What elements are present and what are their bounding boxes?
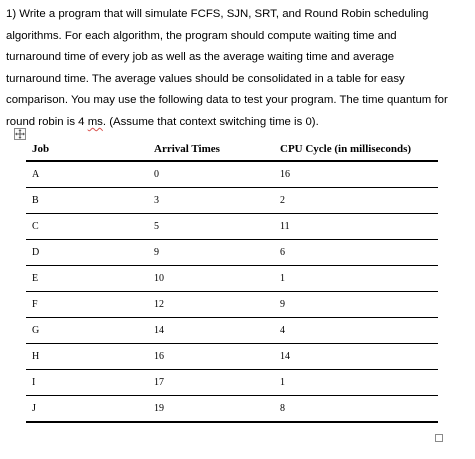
spellcheck-word: ms: [87, 115, 103, 128]
header-cpu-cycle: CPU Cycle (in milliseconds): [280, 143, 412, 155]
table-row: [26, 240, 438, 266]
cpu-cycle-cell: 6: [274, 240, 438, 266]
job-cell: I: [26, 370, 148, 396]
question-line-3: turnaround time of every job as well as the average waiting time and average: [6, 51, 395, 64]
cpu-cycle-cell: 2: [274, 188, 438, 214]
cpu-cycle-cell: 1: [274, 266, 438, 292]
cpu-cycle-cell: 1: [274, 370, 438, 396]
table-row: [26, 318, 438, 344]
table-row: [26, 188, 438, 214]
arrival-cell: 0: [148, 161, 274, 188]
job-cell: G: [26, 318, 148, 344]
table-row: [26, 396, 438, 423]
job-cell: H: [26, 344, 148, 370]
table-row: [26, 266, 438, 292]
table-row: [26, 214, 438, 240]
question-line-2: algorithms. For each algorithm, the program should compute waiting time and: [6, 29, 397, 42]
header-job: Job: [32, 143, 50, 155]
job-cell: D: [26, 240, 148, 266]
table-row: [26, 344, 438, 370]
question-line-6: [6, 112, 472, 134]
arrival-cell: 9: [148, 240, 274, 266]
job-table: [26, 138, 438, 423]
arrival-cell: 14: [148, 318, 274, 344]
job-cell: J: [26, 396, 148, 423]
question-line-6-start: round robin is 4: [6, 115, 88, 128]
question-line-6-end: . (Assume that context switching time is 0).: [102, 115, 319, 128]
cpu-cycle-cell: 11: [274, 214, 438, 240]
table-header-row: [26, 138, 438, 161]
job-cell: C: [26, 214, 148, 240]
question-text: [6, 4, 472, 134]
table-row: [26, 161, 438, 188]
header-arrival-times: Arrival Times: [154, 143, 220, 155]
cpu-cycle-cell: 4: [274, 318, 438, 344]
cpu-cycle-cell: 8: [274, 396, 438, 423]
question-line-1: 1) Write a program that will simulate FCFS, SJN, SRT, and Round Robin scheduling: [6, 8, 429, 20]
four-way-arrow-icon[interactable]: [14, 128, 26, 140]
job-cell: B: [26, 188, 148, 214]
arrival-cell: 5: [148, 214, 274, 240]
arrival-cell: 3: [148, 188, 274, 214]
arrival-cell: 17: [148, 370, 274, 396]
table-row: [26, 292, 438, 318]
arrival-cell: 16: [148, 344, 274, 370]
table-row: [26, 370, 438, 396]
question-line-4: turnaround time. The average values should be consolidated in a table for easy: [6, 72, 405, 85]
cpu-cycle-cell: 14: [274, 344, 438, 370]
arrival-cell: 12: [148, 292, 274, 318]
cpu-cycle-cell: 16: [274, 161, 438, 188]
job-cell: F: [26, 292, 148, 318]
job-cell: E: [26, 266, 148, 292]
arrival-cell: 10: [148, 266, 274, 292]
cpu-cycle-cell: 9: [274, 292, 438, 318]
job-cell: A: [26, 161, 148, 188]
resize-handle-icon[interactable]: [435, 434, 443, 442]
arrival-cell: 19: [148, 396, 274, 423]
question-line-5: comparison. You may use the following data to test your program. The time quantum for: [6, 94, 448, 107]
